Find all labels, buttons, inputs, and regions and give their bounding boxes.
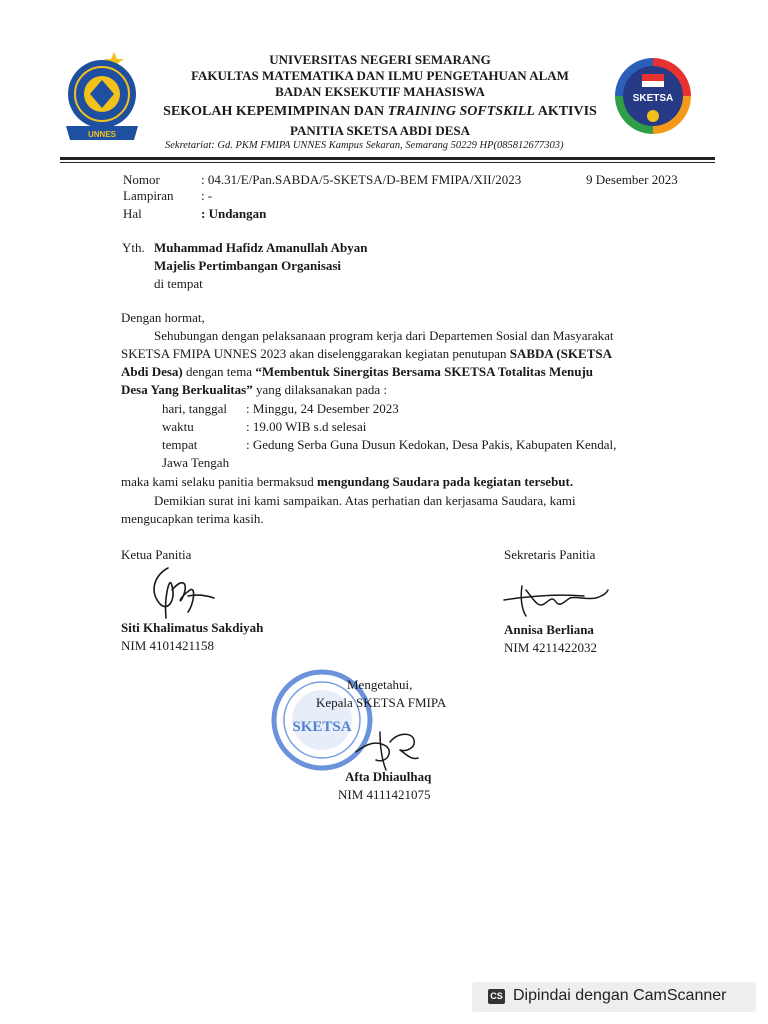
header-faculty: FAKULTAS MATEMATIKA DAN ILMU PENGETAHUAN ALAM [191,68,569,83]
detail-time-label: waktu [162,419,194,434]
detail-time-value: : 19.00 WIB s.d selesai [246,419,367,434]
body-p1-line1: Sehubungan dengan pelaksanaan program kerja dari Departemen Sosial dan Masyarakat [154,328,614,343]
body-p3-line1: Demikian surat ini kami sampaikan. Atas perhatian dan kerjasama Saudara, kami [154,493,576,508]
header-program-a: SEKOLAH KEPEMIMPINAN DAN [163,104,388,119]
body-p1-line2-a: SKETSA FMIPA UNNES 2023 akan diselenggarakan kegiatan penutupan [121,346,510,361]
hal-value: : Undangan [201,206,267,221]
unnes-logo-text: UNNES [87,130,117,139]
ack-title: Kepala SKETSA FMIPA [316,695,447,710]
ack-label: Mengetahui, [347,677,413,692]
header-university: UNIVERSITAS NEGERI SEMARANG [269,52,491,67]
header-rule-thick [60,157,715,160]
body-p1-line3 [121,363,593,380]
detail-date-value: : Minggu, 24 Desember 2023 [246,401,399,416]
detail-place-value-2: Jawa Tengah [162,455,230,470]
detail-place-value: : Gedung Serba Guna Dusun Kedokan, Desa Pakis, Kabupaten Kendal, [246,437,617,452]
header-committee: PANITIA SKETSA ABDI DESA [289,123,470,138]
lampiran-label: Lampiran [123,188,174,203]
nomor-label: Nomor [123,172,160,187]
recipient-name: Muhammad Hafidz Amanullah Abyan [154,240,368,255]
body-p3-line2: mengucapkan terima kasih. [121,511,264,526]
body-p1-line2-b: SABDA (SKETSA [509,346,612,361]
header-program [150,103,610,120]
body-p1-line3-c: “Membentuk Sinergitas Bersama SKETSA Totalitas Menuju [255,364,594,379]
hal-label: Hal [123,206,142,221]
detail-date-label: hari, tanggal [162,401,227,416]
camscanner-icon: CS [488,989,505,1004]
body-p2-b: mengundang Saudara pada kegiatan tersebut. [317,474,574,489]
sign-right-title: Sekretaris Panitia [504,547,596,562]
header-rule-thin [60,162,715,163]
stamp-text: SKETSA [292,719,352,735]
body-p2 [121,473,573,490]
body-p1-line3-b: dengan tema [182,364,256,379]
camscanner-text: Dipindai dengan CamScanner [513,987,727,1004]
header-secretariat: Sekretariat: Gd. PKM FMIPA UNNES Kampus Sekaran, Semarang 50229 HP(085812677303) [165,140,564,151]
recipient-place: di tempat [154,276,203,291]
header-program-b: TRAINING SOFTSKILL [387,104,535,119]
sign-right-name: Annisa Berliana [504,622,594,637]
recipient-yth: Yth. [122,240,145,255]
sign-right-nim: NIM 4211422032 [504,640,598,655]
sign-left-nim: NIM 4101421158 [121,638,215,653]
sign-left-title: Ketua Panitia [121,547,192,562]
sketsa-logo-text: SKETSA [632,93,674,104]
salutation: Dengan hormat, [121,310,205,325]
body-p2-a: maka kami selaku panitia bermaksud [121,474,318,489]
signature-center [346,722,422,774]
body-p1-line2 [121,345,612,362]
letter-date: 9 Desember 2023 [586,172,678,187]
signature-right [500,578,612,622]
ack-nim: NIM 4111421075 [338,787,431,802]
camscanner-watermark [472,982,756,1012]
header-bem: BADAN EKSEKUTIF MAHASISWA [275,84,485,99]
header-program-c: AKTIVIS [534,104,597,119]
body-p1-line4-a: Desa Yang Berkualitas” [121,382,253,397]
ack-name: Afta Dhiaulhaq [345,769,432,784]
body-p1-line3-a: Abdi Desa) [121,364,183,379]
nomor-value: : 04.31/E/Pan.SABDA/5-SKETSA/D-BEM FMIPA/XII/2023 [201,172,522,187]
unnes-logo [62,50,142,142]
lampiran-value: : - [201,188,213,203]
body-p1-line4-b: yang dilaksanakan pada : [252,382,387,397]
sketsa-logo [612,54,694,138]
sign-left-name: Siti Khalimatus Sakdiyah [121,620,264,635]
body-p1-line4 [121,381,387,398]
recipient-position: Majelis Pertimbangan Organisasi [154,258,342,273]
detail-place-label: tempat [162,437,198,452]
